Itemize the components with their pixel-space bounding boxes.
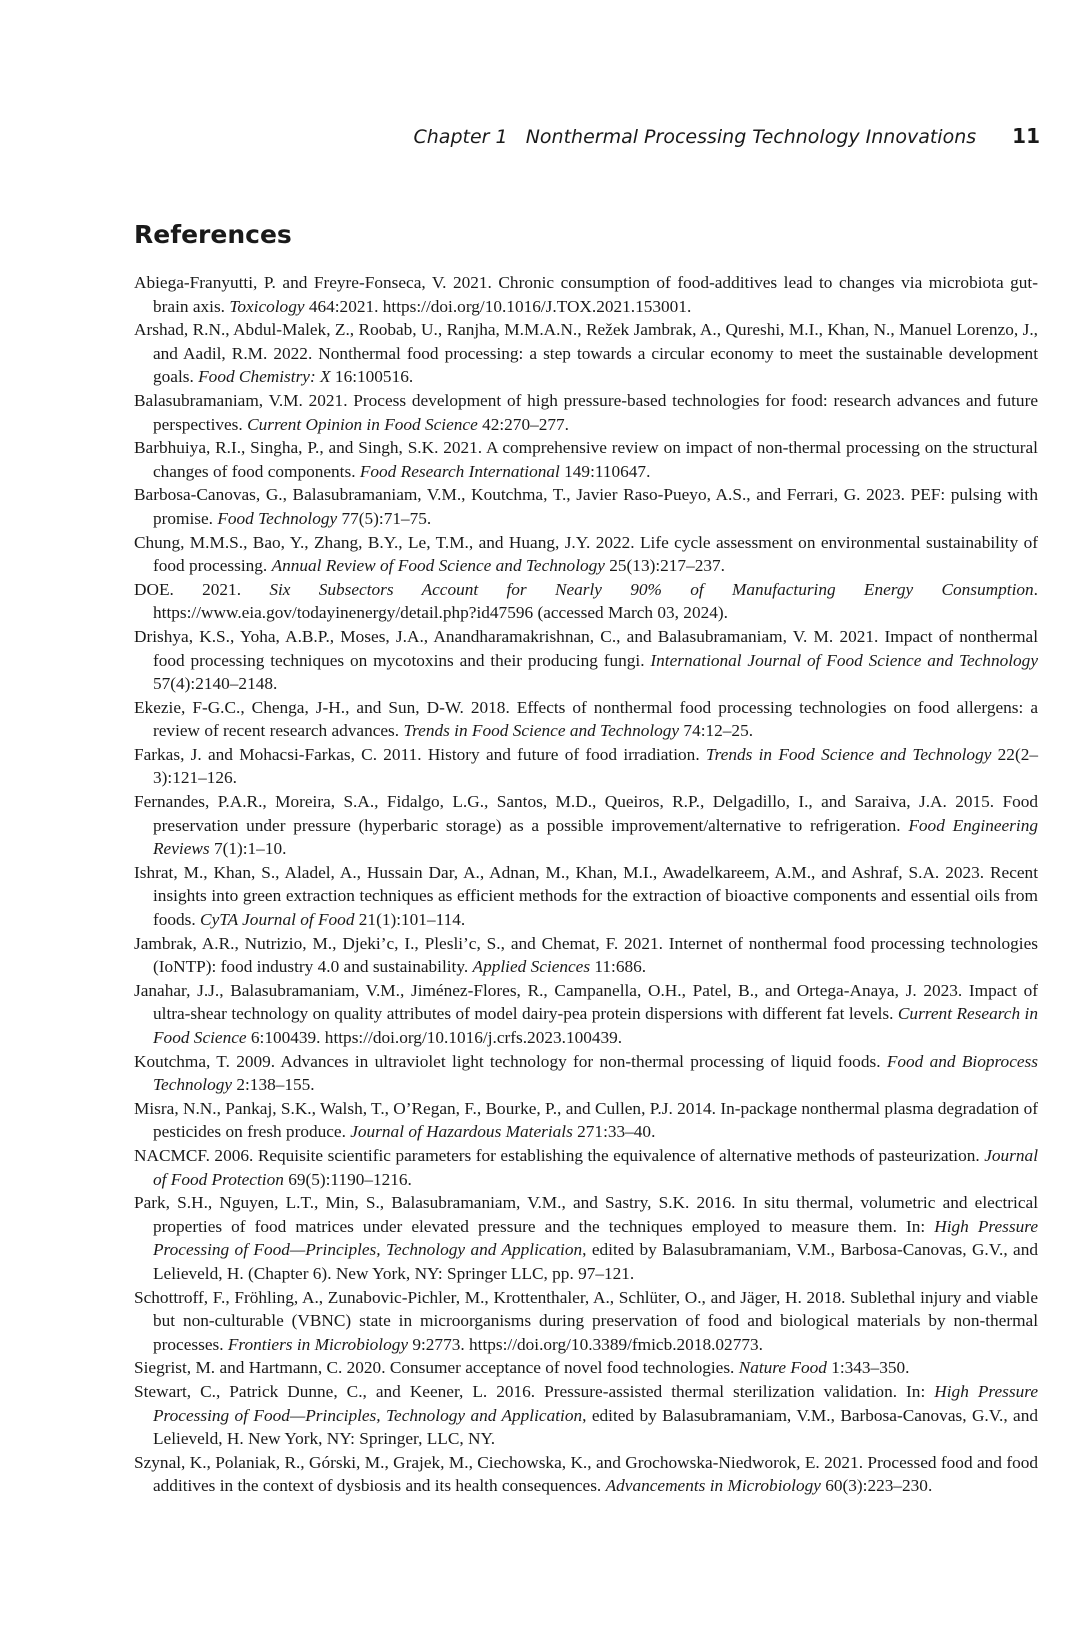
page-number: 11 <box>1012 124 1040 148</box>
reference-item: Jambrak, A.R., Nutrizio, M., Djeki’c, I., Plesli’c, S., and Chemat, F. 2021. Internet of nonthermal food processing technologies (IoNTP): food industry 4.0 and sustainability. Applied Sciences 11:686. <box>134 933 1038 977</box>
reference-item: Ishrat, M., Khan, S., Aladel, A., Hussain Dar, A., Adnan, M., Khan, M.I., Awadelkareem, A.M., and Ashraf, S.A. 2023. Recent insights into green extraction techniques as efficient methods for the extraction of bioactive components and essential oils from foods. CyTA Journal of Food 21(1):101–114. <box>134 862 1038 930</box>
reference-item: Chung, M.M.S., Bao, Y., Zhang, B.Y., Le, T.M., and Huang, J.Y. 2022. Life cycle assessment on environmental sustainability of food processing. Annual Review of Food Science and Technology 25(13):217–237. <box>134 532 1038 576</box>
reference-item: Drishya, K.S., Yoha, A.B.P., Moses, J.A., Anandharamakrishnan, C., and Balasubramaniam, V. M. 2021. Impact of nonthermal food processing techniques on mycotoxins and their producing fungi. International Journal of Food Science and Technology 57(4):2140–2148. <box>134 626 1038 694</box>
reference-item: NACMCF. 2006. Requisite scientific parameters for establishing the equivalence of alternative methods of pasteurization. Journal of Food Protection 69(5):1190–1216. <box>134 1145 1038 1189</box>
reference-item: Balasubramaniam, V.M. 2021. Process development of high pressure-based technologies for food: research advances and future perspectives. Current Opinion in Food Science 42:270–277. <box>134 390 1038 434</box>
reference-item: DOE. 2021. Six Subsectors Account for Nearly 90% of Manufacturing Energy Consumption. https://www.eia.gov/todayinenergy/detail.php?id47596 (accessed March 03, 2024). <box>134 579 1038 623</box>
reference-list <box>134 271 1038 1498</box>
section-title: References <box>134 220 292 249</box>
reference-item: Koutchma, T. 2009. Advances in ultraviolet light technology for non-thermal processing of liquid foods. Food and Bioprocess Technology 2:138–155. <box>134 1051 1038 1095</box>
reference-item: Ekezie, F-G.C., Chenga, J-H., and Sun, D-W. 2018. Effects of nonthermal food processing technologies on food allergens: a review of recent research advances. Trends in Food Science and Technology 74:12–25. <box>134 697 1038 741</box>
chapter-label: Chapter 1 <box>413 126 508 148</box>
reference-item: Arshad, R.N., Abdul-Malek, Z., Roobab, U., Ranjha, M.M.A.N., Režek Jambrak, A., Qureshi, M.I., Khan, N., Manuel Lorenzo, J., and Aadil, R.M. 2022. Nonthermal food processing: a step towards a circular economy to meet the sustainable development goals. Food Chemistry: X 16:100516. <box>134 320 1038 387</box>
reference-item: Stewart, C., Patrick Dunne, C., and Keener, L. 2016. Pressure-assisted thermal sterilization validation. In: High Pressure Processing of Food—Principles, Technology and Application, edited by Balasubramaniam, V.M., Barbosa-Canovas, G.V., and Lelieveld, H. New York, NY: Springer, LLC, NY. <box>134 1381 1038 1449</box>
reference-item: Schottroff, F., Fröhling, A., Zunabovic-Pichler, M., Krottenthaler, A., Schlüter, O., and Jäger, H. 2018. Sublethal injury and viable but non-culturable (VBNC) state in microorganisms during preservation of food and biological materials by non-thermal processes. Frontiers in Microbiology 9:2773. https://doi.org/10.3389/fmicb.2018.02773. <box>134 1287 1038 1354</box>
reference-item: Misra, N.N., Pankaj, S.K., Walsh, T., O’Regan, F., Bourke, P., and Cullen, P.J. 2014. In-package nonthermal plasma degradation of pesticides on fresh produce. Journal of Hazardous Materials 271:33–40. <box>134 1098 1038 1142</box>
chapter-title: Nonthermal Processing Technology Innovations <box>525 126 977 148</box>
reference-item: Fernandes, P.A.R., Moreira, S.A., Fidalgo, L.G., Santos, M.D., Queiros, R.P., Delgadillo, I., and Saraiva, J.A. 2015. Food preservation under pressure (hyperbaric storage) as a possible improvement/alternative to refrigeration. Food Engineering Reviews 7(1):1–10. <box>134 792 1038 859</box>
reference-item: Abiega-Franyutti, P. and Freyre-Fonseca, V. 2021. Chronic consumption of food-additives lead to changes via microbiota gut-brain axis. Toxicology 464:2021. https://doi.org/10.1016/J.TOX.2021.153001. <box>134 273 1038 316</box>
reference-item: Farkas, J. and Mohacsi-Farkas, C. 2011. History and future of food irradiation. Trends in Food Science and Technology 22(2–3):121–126. <box>134 744 1038 788</box>
reference-item: Barbosa-Canovas, G., Balasubramaniam, V.M., Koutchma, T., Javier Raso-Pueyo, A.S., and Ferrari, G. 2023. PEF: pulsing with promise. Food Technology 77(5):71–75. <box>134 485 1038 528</box>
reference-item: Szynal, K., Polaniak, R., Górski, M., Grajek, M., Ciechowska, K., and Grochowska-Niedworok, E. 2021. Processed food and food additives in the context of dysbiosis and its health consequences. Advancements in Microbiology 60(3):223–230. <box>134 1452 1038 1496</box>
running-head <box>130 124 1040 149</box>
reference-item: Siegrist, M. and Hartmann, C. 2020. Consumer acceptance of novel food technologies. Nature Food 1:343–350. <box>134 1358 910 1378</box>
reference-item: Barbhuiya, R.I., Singha, P., and Singh, S.K. 2021. A comprehensive review on impact of non-thermal processing on the structural changes of food components. Food Research International 149:110647. <box>134 438 1038 481</box>
reference-item: Janahar, J.J., Balasubramaniam, V.M., Jiménez-Flores, R., Campanella, O.H., Patel, B., and Ortega-Anaya, J. 2023. Impact of ultra-shear technology on quality attributes of model dairy-pea protein dispersions with different fat levels. Current Research in Food Science 6:100439. https://doi.org/10.1016/j.crfs.2023.100439. <box>134 980 1038 1047</box>
reference-item: Park, S.H., Nguyen, L.T., Min, S., Balasubramaniam, V.M., and Sastry, S.K. 2016. In situ thermal, volumetric and electrical properties of food matrices under elevated pressure and the techniques employed to measure them. In: High Pressure Processing of Food—Principles, Technology and Application, edited by Balasubramaniam, V.M., Barbosa-Canovas, G.V., and Lelieveld, H. (Chapter 6). New York, NY: Springer LLC, pp. 97–121. <box>134 1193 1038 1283</box>
